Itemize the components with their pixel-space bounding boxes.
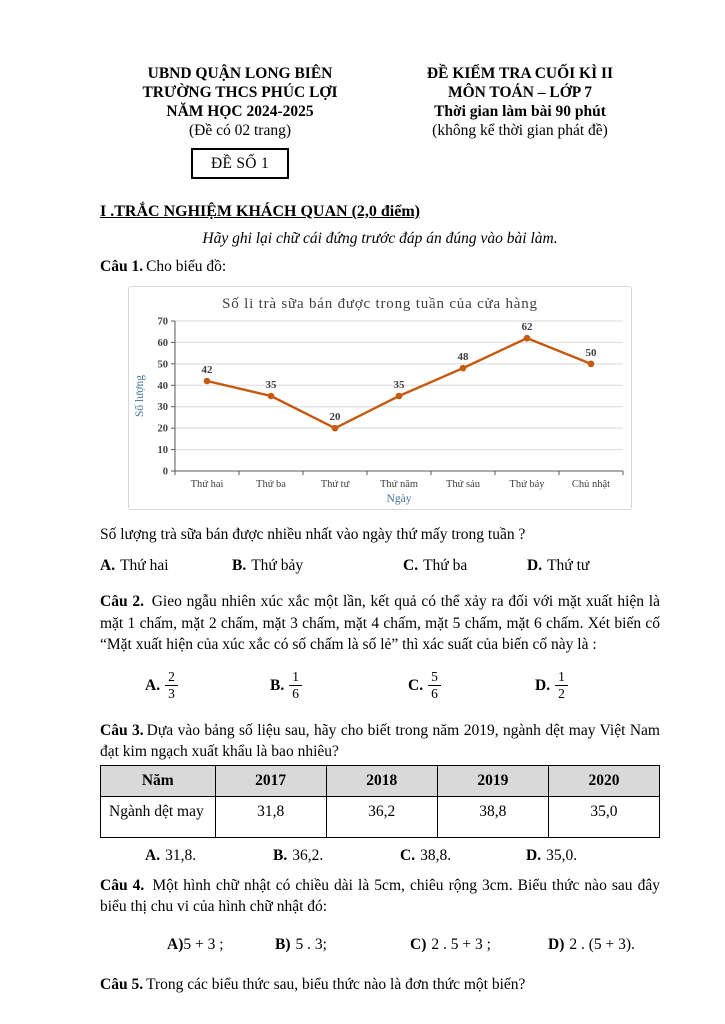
option-c <box>410 934 548 956</box>
exam-code-box: ĐỀ SỐ 1 <box>191 148 289 179</box>
data-point <box>524 334 531 341</box>
option-letter: D) <box>548 935 565 953</box>
question-1-intro: Câu 1. Cho biểu đồ: <box>100 258 227 275</box>
option-letter: A. <box>145 676 161 694</box>
option-text: 2 . (5 + 3). <box>569 935 635 953</box>
option-text: 35,0. <box>546 846 578 864</box>
option-letter: C. <box>400 846 416 864</box>
question-2-options <box>100 662 660 710</box>
data-point <box>396 392 403 399</box>
row-label: Ngành dệt may <box>101 796 216 837</box>
issuing-authority: UBND QUẬN LONG BIÊN <box>147 65 333 82</box>
question-5-text: Câu 5. Trong các biểu thức sau, biểu thức nào là đơn thức một biến? <box>100 975 526 993</box>
table-row <box>101 796 660 837</box>
x-category-label: Thứ tư <box>320 478 350 490</box>
option-text: 5 . 3; <box>295 935 327 953</box>
option-letter: B) <box>275 935 291 953</box>
y-tick-label: 60 <box>157 337 168 349</box>
question-1-options <box>100 555 660 577</box>
x-category-label: Chủ nhật <box>571 478 611 490</box>
option-text: 36,2. <box>292 846 324 864</box>
table-cell: 35,0 <box>548 796 659 837</box>
y-tick-label: 30 <box>157 401 168 413</box>
question-5-label: Câu 5. <box>100 975 144 993</box>
option-d <box>535 669 568 701</box>
table-cell: 31,8 <box>215 796 326 837</box>
question-4-label: Câu 4. <box>100 876 145 894</box>
header-left <box>100 64 380 179</box>
fraction: $\frac{1}{2}$ <box>555 669 568 701</box>
y-axis-title: Số lượng <box>134 374 146 417</box>
option-letter: A. <box>145 846 161 864</box>
x-category-label: Thứ năm <box>379 478 419 490</box>
option-a <box>167 934 275 956</box>
option-c <box>403 555 527 577</box>
question-4-options <box>100 934 660 956</box>
option-letter: C. <box>403 557 419 574</box>
page-count-note: (Đề có 02 trang) <box>189 122 291 139</box>
option-a <box>145 669 270 701</box>
option-letter: D. <box>527 557 543 574</box>
data-label: 42 <box>201 363 213 376</box>
data-label: 20 <box>329 410 341 423</box>
option-letter: D. <box>526 846 542 864</box>
y-tick-label: 70 <box>157 316 168 327</box>
section-title: I .TRẮC NGHIỆM KHÁCH QUAN (2,0 điểm) <box>100 203 420 220</box>
x-category-label: Thứ ba <box>256 478 286 490</box>
option-c <box>408 669 535 701</box>
option-text: 38,8. <box>420 846 452 864</box>
option-d <box>548 934 635 956</box>
y-tick-label: 10 <box>157 444 168 456</box>
question-1-label: Câu 1. <box>100 258 144 275</box>
option-text: 5 + 3 ; <box>183 935 224 953</box>
y-tick-label: 0 <box>162 466 168 477</box>
data-label: 35 <box>265 378 277 391</box>
section-instruction: Hãy ghi lại chữ cái đứng trước đáp án đúng vào bài làm. <box>202 230 558 247</box>
data-label: 50 <box>585 346 597 359</box>
duration-note: (không kể thời gian phát đề) <box>432 122 608 139</box>
exam-duration: Thời gian làm bài 90 phút <box>434 103 606 120</box>
data-label: 35 <box>393 378 405 391</box>
option-b <box>270 669 408 701</box>
data-point <box>460 364 467 371</box>
option-b <box>273 845 400 867</box>
data-point <box>268 392 275 399</box>
table-header-row <box>101 765 660 796</box>
data-point <box>332 424 339 431</box>
option-text: Thứ hai <box>120 557 169 574</box>
question-3-text: Câu 3. Dựa vào bảng số liệu sau, hãy cho biết trong năm 2019, ngành dệt may Việt Nam đạt kim ngạch xuất khẩu là bao nhiêu? <box>100 721 660 760</box>
data-label: 48 <box>457 350 469 363</box>
y-tick-label: 50 <box>157 358 168 370</box>
fraction: $\frac{5}{6}$ <box>428 669 441 701</box>
table-cell: 36,2 <box>326 796 437 837</box>
x-axis-title: Ngày <box>386 492 412 505</box>
question-4-text: Câu 4. Một hình chữ nhật có chiều dài là 5cm, chiêu rộng 3cm. Biểu thức nào sau đây biểu thị chu vi của hình chữ nhật đó: <box>100 876 660 915</box>
school-name: TRƯỜNG THCS PHÚC LỢI <box>142 84 338 101</box>
line-chart-svg <box>129 287 631 509</box>
option-text: 31,8. <box>165 846 197 864</box>
question-2-text: Câu 2. Gieo ngẫu nhiên xúc xắc một lần, kết quả có thể xảy ra đối với mặt xuất hiện là mặt 1 chấm, mặt 2 chấm, mặt 3 chấm, mặt 4 chấm, mặt 5 chấm, mặt 6 chấm. Xét biến cố “Mặt xuất hiện của xúc xắc có số chấm là số lẻ” thì xác suất của biến cố này là : <box>100 593 660 653</box>
chart-title: Số li trà sữa bán được trong tuần của cửa hàng <box>222 295 538 312</box>
question-2-label: Câu 2. <box>100 593 144 610</box>
option-letter: C) <box>410 935 427 953</box>
option-letter: A. <box>100 557 116 574</box>
export-data-table <box>100 765 660 838</box>
option-text: Thứ ba <box>423 557 468 574</box>
option-letter: B. <box>232 557 247 574</box>
table-header: 2017 <box>215 765 326 796</box>
x-category-label: Thứ sáu <box>446 478 480 490</box>
table-cell: 38,8 <box>437 796 548 837</box>
table-header: 2020 <box>548 765 659 796</box>
option-b <box>232 555 403 577</box>
question-1-text: Số lượng trà sữa bán được nhiều nhất vào ngày thứ mấy trong tuần ? <box>100 525 526 543</box>
option-letter: D. <box>535 676 551 694</box>
milk-tea-line-chart <box>128 286 632 510</box>
exam-header <box>100 64 660 179</box>
x-category-label: Thứ hai <box>190 478 224 490</box>
option-d <box>527 555 589 577</box>
y-tick-label: 40 <box>157 380 168 392</box>
option-text: Thứ bảy <box>251 557 304 574</box>
option-a <box>100 555 232 577</box>
fraction: $\frac{1}{6}$ <box>289 669 302 701</box>
question-3-options <box>100 845 660 867</box>
question-3-label: Câu 3. <box>100 721 144 739</box>
x-category-label: Thứ bảy <box>509 478 545 490</box>
option-c <box>400 845 526 867</box>
data-label: 62 <box>521 320 533 333</box>
option-text: 2 . 5 + 3 ; <box>431 935 491 953</box>
table-header: Năm <box>101 765 216 796</box>
header-right <box>380 64 660 179</box>
option-letter: A) <box>167 935 184 953</box>
y-tick-label: 20 <box>157 423 168 435</box>
option-letter: C. <box>408 676 424 694</box>
table-header: 2018 <box>326 765 437 796</box>
option-a <box>145 845 273 867</box>
data-point <box>204 377 211 384</box>
fraction: $\frac{2}{3}$ <box>165 669 178 701</box>
option-d <box>526 845 577 867</box>
exam-title: ĐỀ KIỂM TRA CUỐI KÌ II <box>426 65 614 82</box>
table-header: 2019 <box>437 765 548 796</box>
option-text: Thứ tư <box>547 557 590 574</box>
option-letter: B. <box>270 676 285 694</box>
data-point <box>588 360 595 367</box>
exam-subject: MÔN TOÁN – LỚP 7 <box>447 84 593 101</box>
option-letter: B. <box>273 846 288 864</box>
school-year: NĂM HỌC 2024-2025 <box>166 103 314 120</box>
option-b <box>275 934 410 956</box>
